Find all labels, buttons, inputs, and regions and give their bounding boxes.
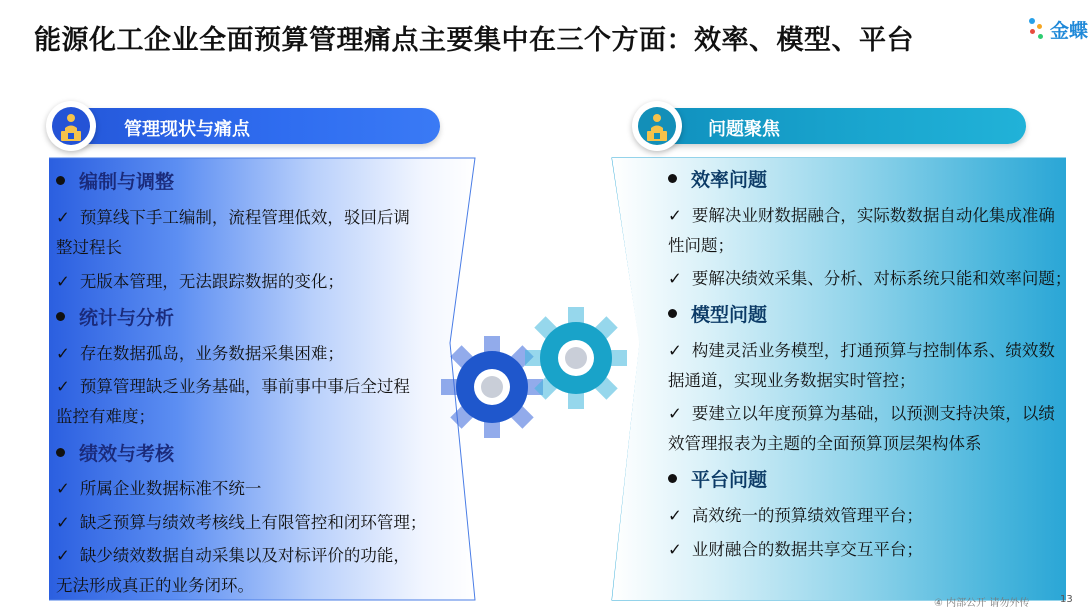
check-icon: ✓ xyxy=(56,272,70,291)
logo-dots-icon xyxy=(1029,18,1035,24)
check-icon: ✓ xyxy=(56,546,70,565)
confidentiality-note: ④ 内部公开 请勿外传 xyxy=(934,598,1030,609)
bullet-icon xyxy=(56,448,65,457)
check-icon: ✓ xyxy=(56,377,70,396)
page-title: 能源化工企业全面预算管理痛点主要集中在三个方面：效率、模型、平台 xyxy=(34,25,914,56)
section-title: 编制与调整 xyxy=(56,166,174,198)
list-item-continuation: 无法形成真正的业务闭环。 xyxy=(56,576,254,595)
list-item-continuation: 监控有难度； xyxy=(56,407,155,426)
check-icon: ✓ xyxy=(668,540,682,559)
list-item: ✓ 所属企业数据标准不统一 xyxy=(56,479,262,498)
page-number: 13 xyxy=(1060,594,1073,605)
bullet-icon xyxy=(56,312,65,321)
list-item: ✓ 预算线下手工编制，流程管理低效，驳回后调 xyxy=(56,208,410,227)
list-item: ✓ 业财融合的数据共享交互平台； xyxy=(668,540,923,559)
presenter-icon xyxy=(632,101,682,151)
check-icon: ✓ xyxy=(56,479,70,498)
list-item-continuation: 性问题； xyxy=(668,236,734,255)
pain-points-header-label: 管理现状与痛点 xyxy=(124,119,250,140)
check-icon: ✓ xyxy=(668,404,682,423)
brand-logo xyxy=(1026,14,1086,44)
list-item-continuation: 整过程长 xyxy=(56,238,122,257)
check-icon: ✓ xyxy=(668,341,682,360)
list-item: ✓ 无版本管理，无法跟踪数据的变化； xyxy=(56,272,344,291)
list-item: ✓ 构建灵活业务模型，打通预算与控制体系、绩效数 xyxy=(668,341,1055,360)
logo-text: 金蝶 xyxy=(1050,20,1088,42)
focus-header-label: 问题聚焦 xyxy=(708,119,780,140)
list-item-continuation: 据通道，实现业务数据实时管控； xyxy=(668,371,916,390)
list-item: ✓ 存在数据孤岛，业务数据采集困难； xyxy=(56,344,344,363)
check-icon: ✓ xyxy=(668,506,682,525)
section-title: 模型问题 xyxy=(668,299,767,331)
list-item: ✓ 要解决绩效采集、分析、对标系统只能和效率问题； xyxy=(668,269,1072,288)
check-icon: ✓ xyxy=(56,208,70,227)
bullet-icon xyxy=(668,474,677,483)
section-title: 效率问题 xyxy=(668,164,767,196)
section-title: 统计与分析 xyxy=(56,302,174,334)
section-title: 平台问题 xyxy=(668,464,767,496)
bullet-icon xyxy=(668,309,677,318)
check-icon: ✓ xyxy=(668,206,682,225)
check-icon: ✓ xyxy=(56,513,70,532)
list-item: ✓ 缺乏预算与绩效考核线上有限管控和闭环管理； xyxy=(56,513,427,532)
list-item: ✓ 要建立以年度预算为基础，以预测支持决策，以绩 xyxy=(668,404,1055,423)
list-item: ✓ 要解决业财数据融合，实际数数据自动化集成准确 xyxy=(668,206,1055,225)
list-item-continuation: 效管理报表为主题的全面预算顶层架构体系 xyxy=(668,434,982,453)
check-icon: ✓ xyxy=(56,344,70,363)
focus-header xyxy=(640,108,1026,144)
list-item: ✓ 预算管理缺乏业务基础，事前事中事后全过程 xyxy=(56,377,410,396)
bullet-icon xyxy=(56,176,65,185)
bullet-icon xyxy=(668,174,677,183)
list-item: ✓ 缺少绩效数据自动采集以及对标评价的功能， xyxy=(56,546,410,565)
section-title: 绩效与考核 xyxy=(56,438,174,470)
presenter-icon xyxy=(46,101,96,151)
teal-gear-icon xyxy=(524,306,628,410)
list-item: ✓ 高效统一的预算绩效管理平台； xyxy=(668,506,923,525)
check-icon: ✓ xyxy=(668,269,682,288)
pain-points-header xyxy=(52,108,440,144)
